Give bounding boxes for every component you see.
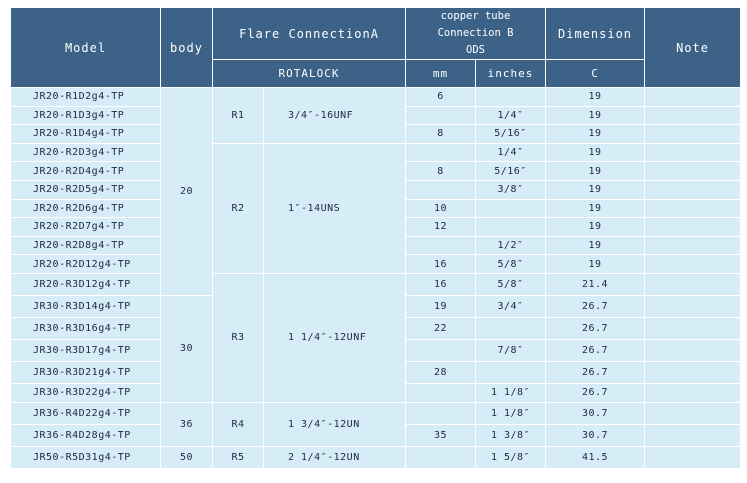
header-model: Model	[11, 8, 161, 88]
note-cell	[645, 402, 741, 424]
mm-cell	[406, 383, 476, 402]
model-cell: JR30-R3D22g4-TP	[11, 383, 161, 402]
mm-cell: 12	[406, 218, 476, 237]
dimension-cell: 19	[546, 236, 645, 255]
dimension-cell: 26.7	[546, 317, 645, 339]
mm-cell	[406, 180, 476, 199]
inches-cell	[476, 361, 546, 383]
inches-cell: 7/8″	[476, 339, 546, 361]
dimension-cell: 41.5	[546, 446, 645, 468]
header-body: body	[161, 8, 213, 88]
model-cell: JR20-R1D4g4-TP	[11, 125, 161, 144]
header-c: C	[546, 60, 645, 88]
note-cell	[645, 339, 741, 361]
inches-cell: 1 5/8″	[476, 446, 546, 468]
header-flare-connection: Flare ConnectionA	[213, 8, 406, 60]
table-row	[11, 273, 741, 295]
rotalock-code-cell: R5	[213, 446, 264, 468]
inches-cell	[476, 317, 546, 339]
mm-cell: 16	[406, 255, 476, 274]
table-row	[11, 402, 741, 424]
model-cell: JR20-R2D7g4-TP	[11, 218, 161, 237]
header-copper-tube-line2: ODS	[466, 44, 485, 56]
body-cell: 50	[161, 446, 213, 468]
note-cell	[645, 180, 741, 199]
thread-cell: 1 3/4″-12UN	[264, 402, 406, 446]
inches-cell: 5/8″	[476, 255, 546, 274]
note-cell	[645, 255, 741, 274]
mm-cell: 10	[406, 199, 476, 218]
model-cell: JR20-R2D5g4-TP	[11, 180, 161, 199]
model-cell: JR36-R4D28g4-TP	[11, 424, 161, 446]
model-cell: JR20-R2D8g4-TP	[11, 236, 161, 255]
rotalock-code-cell: R3	[213, 273, 264, 402]
header-copper-tube	[406, 8, 546, 60]
model-cell: JR20-R3D12g4-TP	[11, 273, 161, 295]
model-cell: JR36-R4D22g4-TP	[11, 402, 161, 424]
model-cell: JR30-R3D21g4-TP	[11, 361, 161, 383]
header-rotalock: ROTALOCK	[213, 60, 406, 88]
inches-cell: 3/4″	[476, 295, 546, 317]
model-cell: JR30-R3D16g4-TP	[11, 317, 161, 339]
mm-cell	[406, 446, 476, 468]
inches-cell: 1/2″	[476, 236, 546, 255]
inches-cell	[476, 199, 546, 218]
note-cell	[645, 236, 741, 255]
spec-table	[10, 7, 741, 469]
rotalock-code-cell: R2	[213, 143, 264, 273]
note-cell	[645, 106, 741, 125]
header-mm: mm	[406, 60, 476, 88]
note-cell	[645, 125, 741, 144]
table-row	[11, 143, 741, 162]
note-cell	[645, 317, 741, 339]
model-cell: JR50-R5D31g4-TP	[11, 446, 161, 468]
note-cell	[645, 361, 741, 383]
rotalock-code-cell: R4	[213, 402, 264, 446]
inches-cell: 5/16″	[476, 162, 546, 181]
dimension-cell: 21.4	[546, 273, 645, 295]
inches-cell: 1/4″	[476, 106, 546, 125]
model-cell: JR20-R2D4g4-TP	[11, 162, 161, 181]
note-cell	[645, 446, 741, 468]
thread-cell: 1″-14UNS	[264, 143, 406, 273]
dimension-cell: 19	[546, 143, 645, 162]
mm-cell	[406, 402, 476, 424]
model-cell: JR30-R3D14g4-TP	[11, 295, 161, 317]
mm-cell: 8	[406, 125, 476, 144]
inches-cell: 1 3/8″	[476, 424, 546, 446]
note-cell	[645, 162, 741, 181]
model-cell: JR20-R2D12g4-TP	[11, 255, 161, 274]
inches-cell	[476, 88, 546, 107]
dimension-cell: 30.7	[546, 402, 645, 424]
dimension-cell: 19	[546, 255, 645, 274]
thread-cell: 2 1/4″-12UN	[264, 446, 406, 468]
dimension-cell: 26.7	[546, 295, 645, 317]
model-cell: JR20-R1D2g4-TP	[11, 88, 161, 107]
dimension-cell: 26.7	[546, 339, 645, 361]
dimension-cell: 19	[546, 162, 645, 181]
dimension-cell: 30.7	[546, 424, 645, 446]
mm-cell: 35	[406, 424, 476, 446]
inches-cell: 1/4″	[476, 143, 546, 162]
inches-cell: 3/8″	[476, 180, 546, 199]
note-cell	[645, 88, 741, 107]
note-cell	[645, 143, 741, 162]
mm-cell: 8	[406, 162, 476, 181]
inches-cell: 5/8″	[476, 273, 546, 295]
dimension-cell: 19	[546, 180, 645, 199]
inches-cell: 1 1/8″	[476, 402, 546, 424]
inches-cell: 1 1/8″	[476, 383, 546, 402]
dimension-cell: 26.7	[546, 383, 645, 402]
mm-cell	[406, 143, 476, 162]
model-cell: JR20-R2D3g4-TP	[11, 143, 161, 162]
header-inches: inches	[476, 60, 546, 88]
mm-cell: 19	[406, 295, 476, 317]
mm-cell: 16	[406, 273, 476, 295]
note-cell	[645, 199, 741, 218]
header-note: Note	[645, 8, 741, 88]
model-cell: JR20-R2D6g4-TP	[11, 199, 161, 218]
inches-cell	[476, 218, 546, 237]
mm-cell	[406, 339, 476, 361]
mm-cell: 22	[406, 317, 476, 339]
mm-cell: 6	[406, 88, 476, 107]
thread-cell: 3/4″-16UNF	[264, 88, 406, 144]
body-cell: 20	[161, 88, 213, 296]
model-cell: JR30-R3D17g4-TP	[11, 339, 161, 361]
dimension-cell: 19	[546, 218, 645, 237]
note-cell	[645, 383, 741, 402]
mm-cell	[406, 236, 476, 255]
dimension-cell: 19	[546, 106, 645, 125]
dimension-cell: 19	[546, 199, 645, 218]
body-cell: 36	[161, 402, 213, 446]
note-cell	[645, 295, 741, 317]
note-cell	[645, 218, 741, 237]
table-row	[11, 446, 741, 468]
dimension-cell: 26.7	[546, 361, 645, 383]
mm-cell: 28	[406, 361, 476, 383]
note-cell	[645, 424, 741, 446]
table-row	[11, 88, 741, 107]
model-cell: JR20-R1D3g4-TP	[11, 106, 161, 125]
header-dimension: Dimension	[546, 8, 645, 60]
dimension-cell: 19	[546, 88, 645, 107]
note-cell	[645, 273, 741, 295]
mm-cell	[406, 106, 476, 125]
rotalock-code-cell: R1	[213, 88, 264, 144]
body-cell: 30	[161, 295, 213, 402]
header-copper-tube-line1: copper tube Connection B	[437, 10, 514, 39]
inches-cell: 5/16″	[476, 125, 546, 144]
thread-cell: 1 1/4″-12UNF	[264, 273, 406, 402]
dimension-cell: 19	[546, 125, 645, 144]
